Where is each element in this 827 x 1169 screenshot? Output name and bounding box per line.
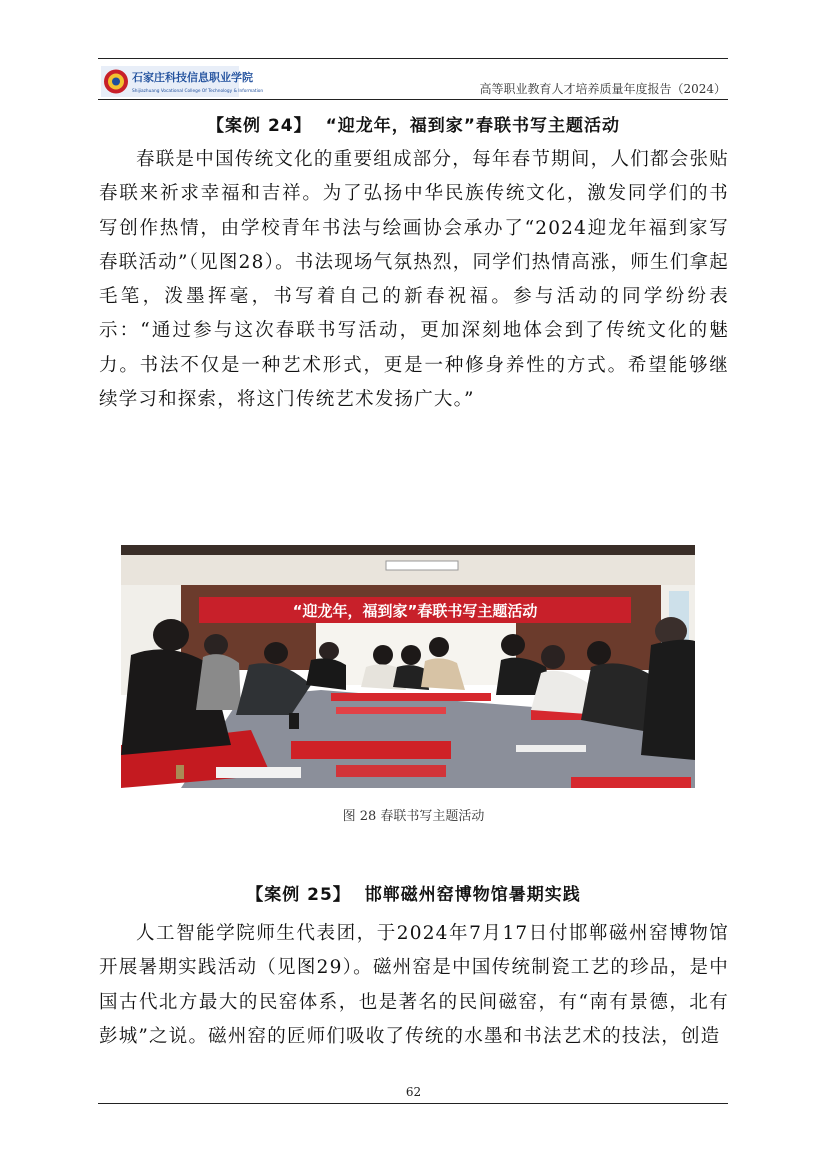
figure-28-photo xyxy=(121,545,695,788)
school-name-en: Shijiazhuang Vocational College Of Technology & Information xyxy=(132,89,264,94)
school-name-cn: 石家庄科技信息职业学院 xyxy=(132,71,253,84)
case-25-title: 邯郸磁州窑博物馆暑期实践 xyxy=(364,885,581,905)
case-24-title: “迎龙年，福到家”春联书写主题活动 xyxy=(325,116,620,136)
case-24-label: 【案例 24】 xyxy=(207,116,312,136)
school-logo xyxy=(101,66,264,97)
case-25-heading xyxy=(0,880,827,905)
case-25-paragraph: 人工智能学院师生代表团，于2024年7月17日付邯郸磁州窑博物馆开展暑期实践活动（见图29）。磁州窑是中国传统制瓷工艺的珍品，是中国古代北方最大的民窑体系，也是著名的民间磁窑，有“南有景德，北有彭城”之说。磁州窑的匠师们吸收了传统的水墨和书法艺术的技法，创造 xyxy=(99,923,729,1047)
report-title: 高等职业教育人才培养质量年度报告（2024） xyxy=(479,82,726,96)
banner-text: “迎龙年，福到家”春联书写主题活动 xyxy=(292,602,538,620)
case-24-paragraph: 春联是中国传统文化的重要组成部分，每年春节期间，人们都会张贴春联来祈求幸福和吉祥。为了弘扬中华民族传统文化，激发同学们的书写创作热情，由学校青年书法与绘画协会承办了“2024迎龙年福到家写春联活动”（见图28）。书法现场气氛热烈，同学们热情高涨，师生们拿起毛笔，泼墨挥毫，书写着自己的新春祝福。参与活动的同学纷纷表示：“通过参与这次春联书写活动，更加深刻地体会到了传统文化的魅力。书法不仅是一种艺术形式，更是一种修身养性的方式。希望能够继续学习和探索，将这门传统艺术发扬广大。” xyxy=(99,149,729,411)
figure-28-caption: 图 28 春联书写主题活动 xyxy=(342,809,485,824)
header-rule xyxy=(98,99,728,100)
case-24-heading xyxy=(0,111,827,136)
case-25-label: 【案例 25】 xyxy=(246,885,351,905)
footer-rule xyxy=(98,1103,728,1104)
page-number: 62 xyxy=(405,1085,422,1099)
header-top-rule xyxy=(98,58,728,59)
